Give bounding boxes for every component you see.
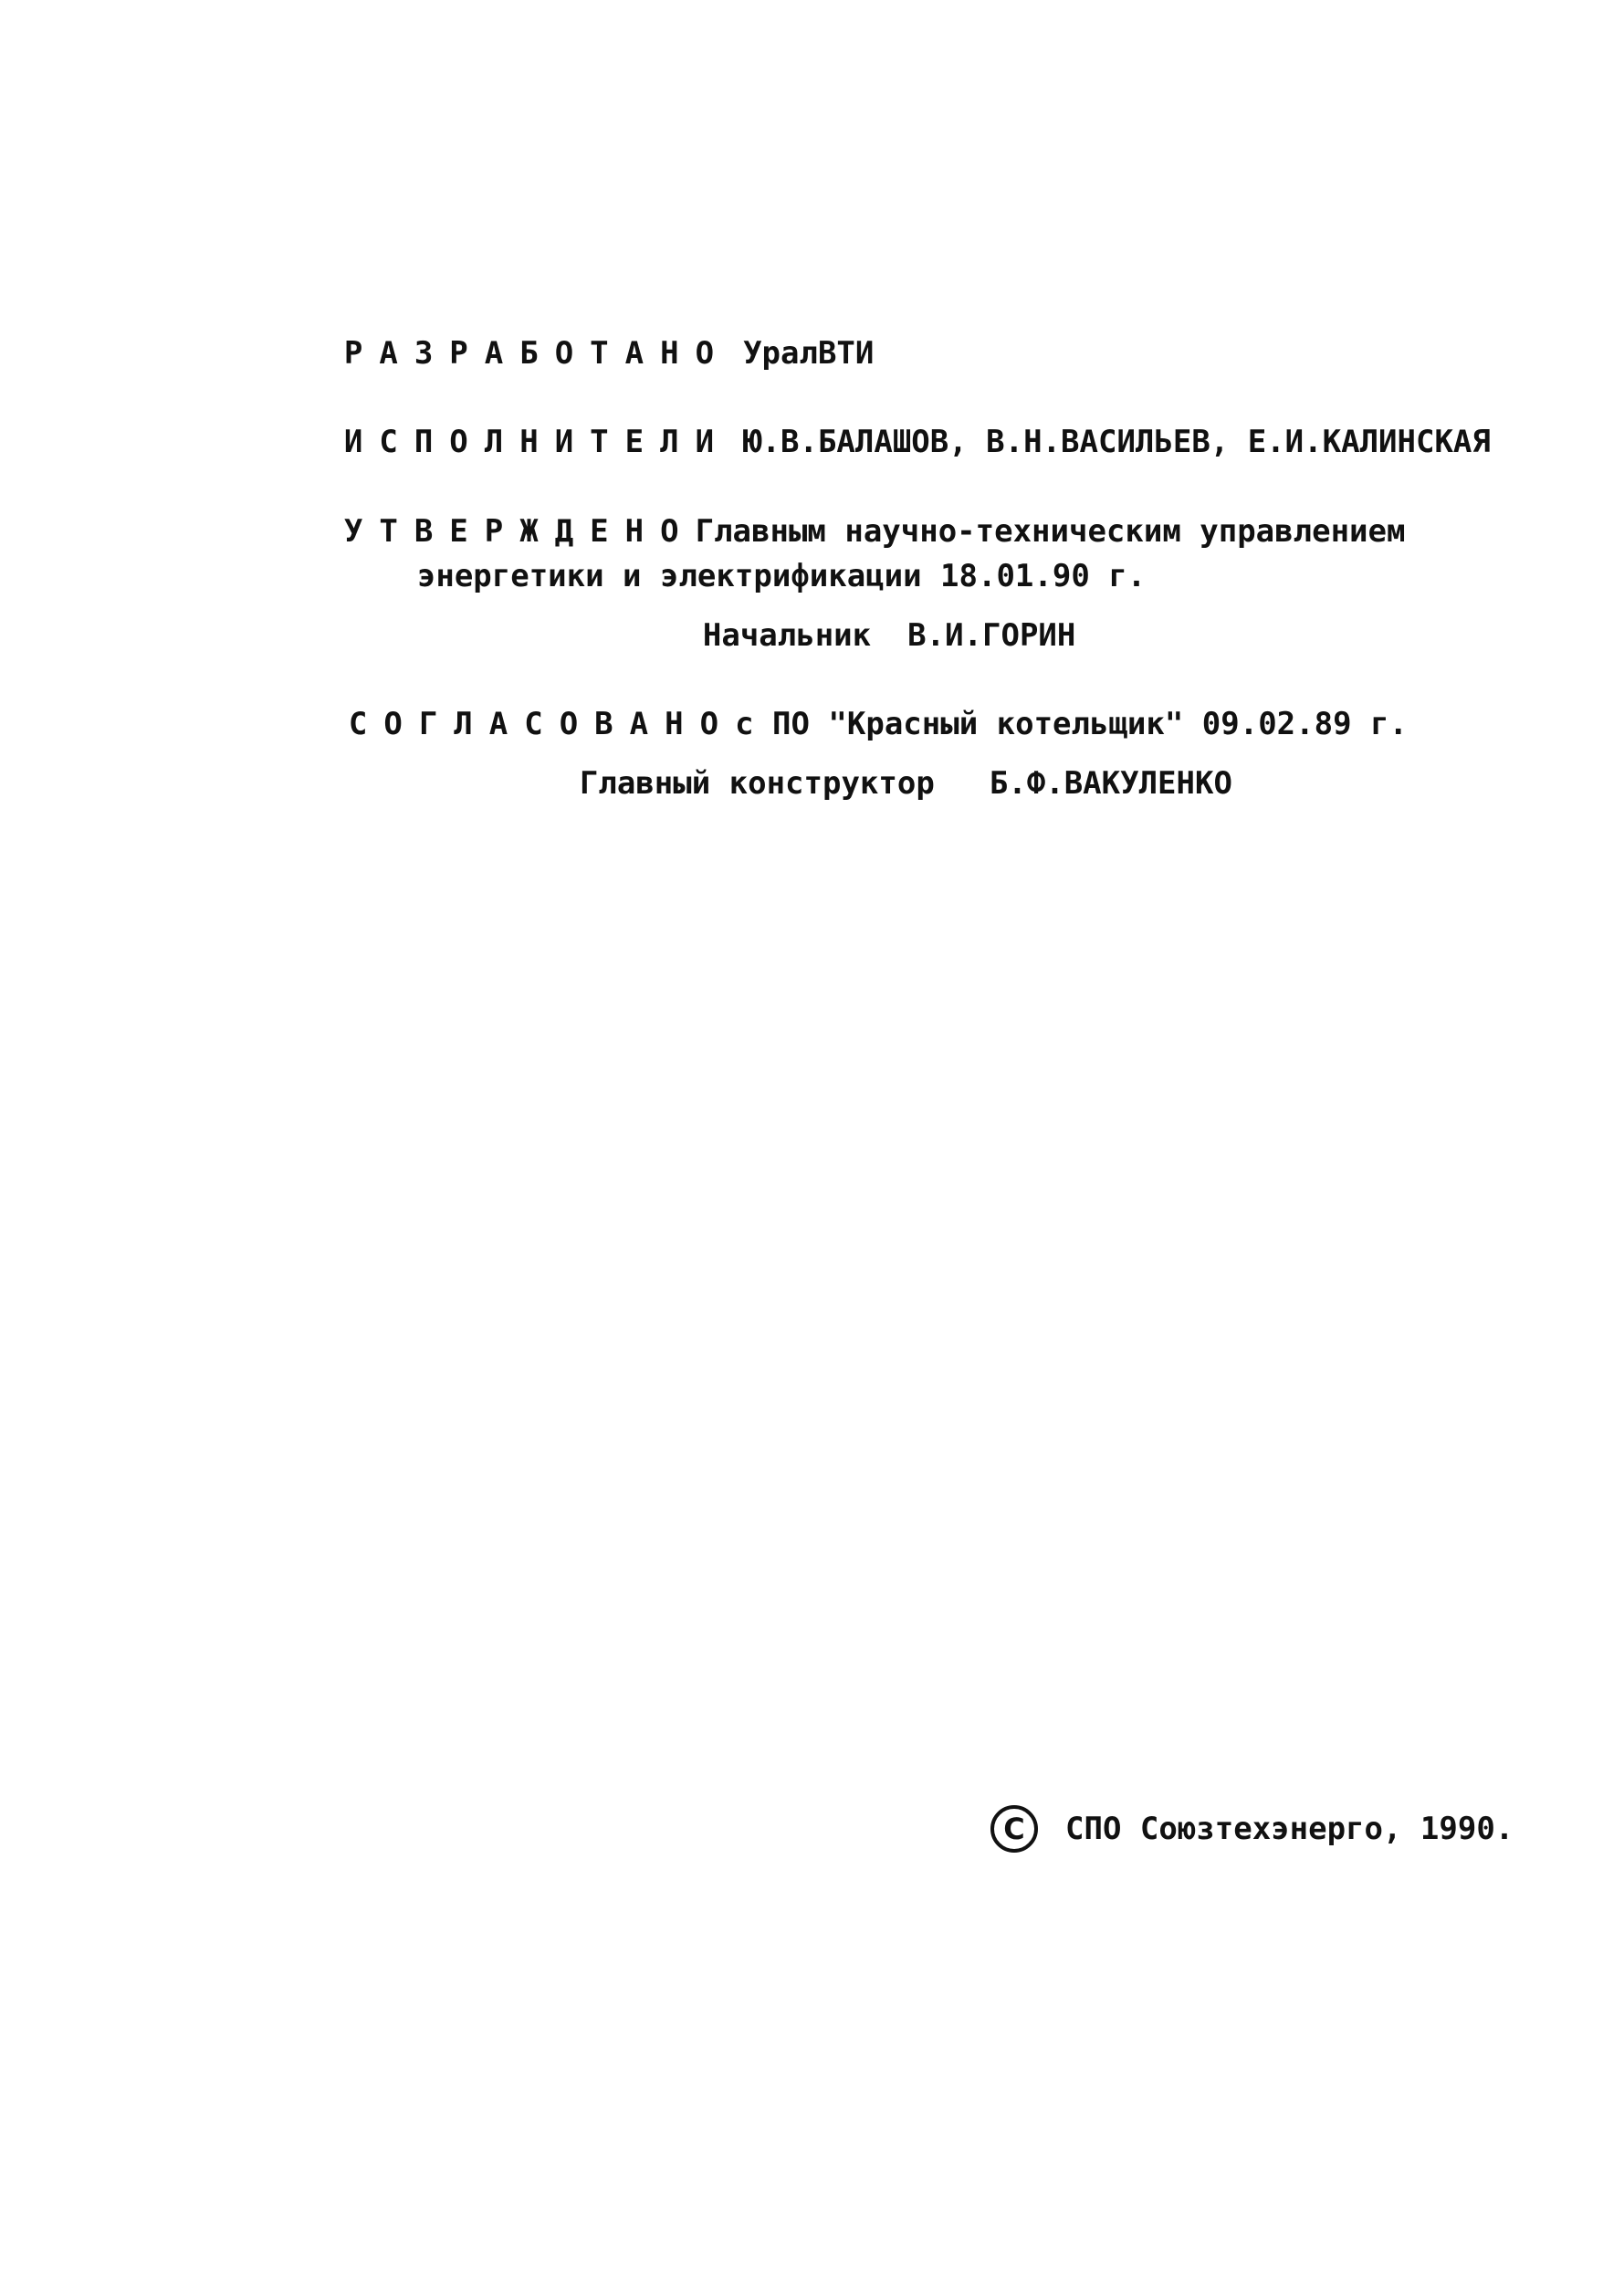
- designer-signature-line: [505, 729, 1232, 838]
- copyright-icon: C: [990, 1805, 1038, 1853]
- designer-name: Б.Ф.ВАКУЛЕНКО: [989, 765, 1232, 802]
- performers-value: Ю.В.БАЛАШОВ, В.Н.ВАСИЛЬЕВ, Е.И.КАЛИНСКАЯ: [743, 424, 1491, 460]
- head-title: Начальник: [702, 617, 872, 654]
- agreed-label: СОГЛАСОВАНО: [348, 706, 736, 742]
- agreed-value: с ПО "Красный котельщик" 09.02.89 г.: [735, 706, 1408, 742]
- copyright-text: СПО Союзтехэнерго, 1990.: [1065, 1811, 1514, 1847]
- designer-title: Главный конструктор: [579, 765, 935, 802]
- head-name: В.И.ГОРИН: [907, 617, 1076, 654]
- approved-line2: энергетики и электрификации 18.01.90 г.: [416, 558, 1147, 594]
- approved-label: УТВЕРЖДЕНО: [343, 513, 696, 550]
- developed-label: РАЗРАБОТАНО: [343, 335, 731, 372]
- approved-line1: Главным научно-техническим управлением: [695, 513, 1406, 550]
- performers-label: ИСПОЛНИТЕЛИ: [343, 424, 731, 460]
- developed-value: УралВТИ: [743, 335, 875, 372]
- copyright-line: [990, 1802, 1514, 1856]
